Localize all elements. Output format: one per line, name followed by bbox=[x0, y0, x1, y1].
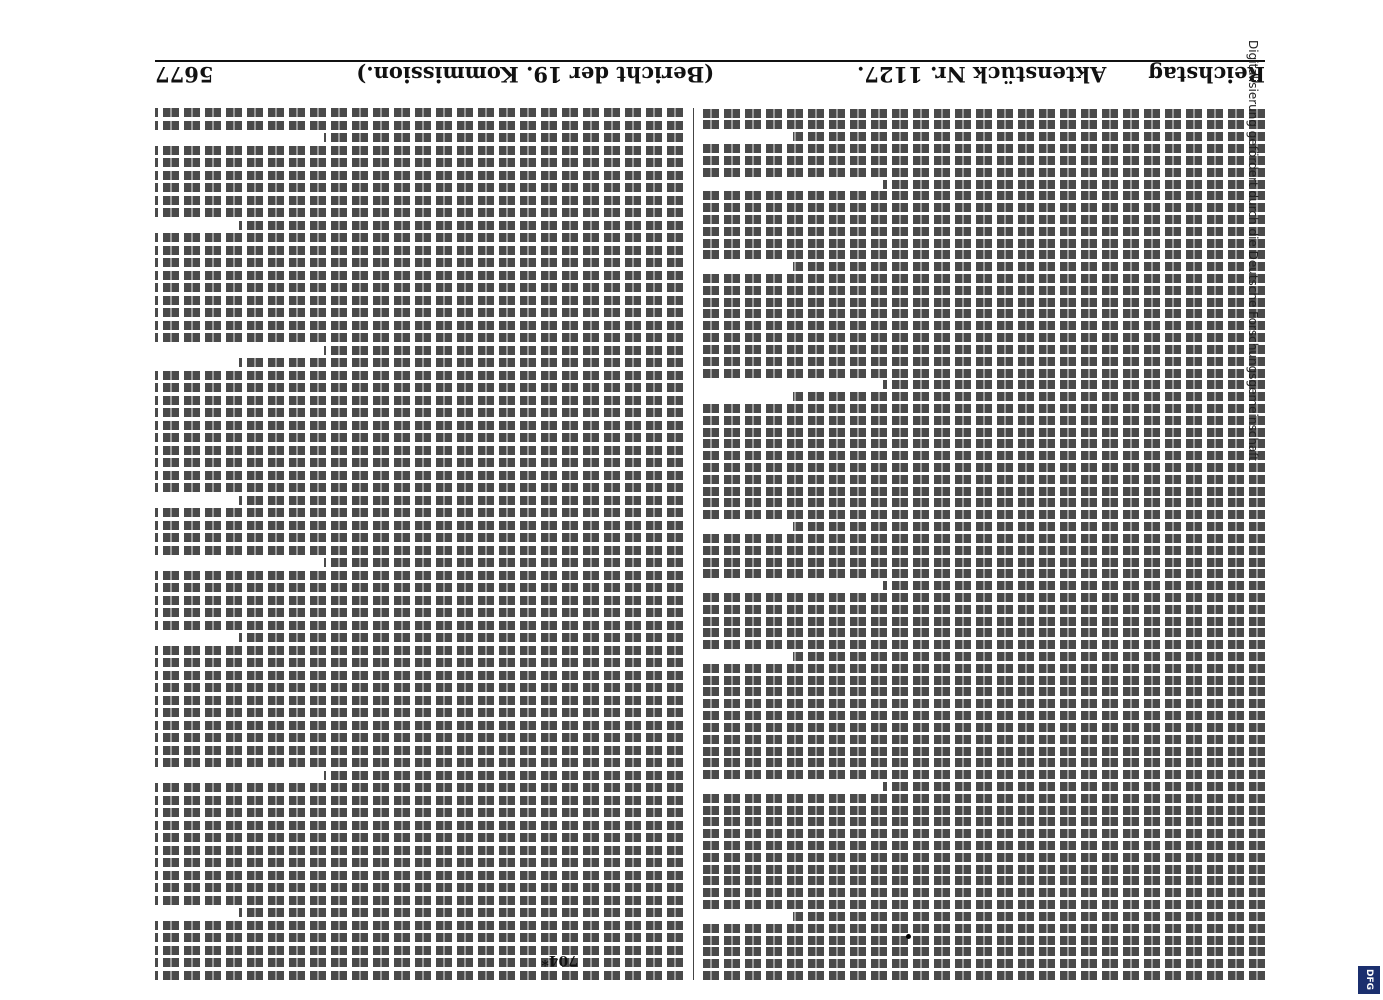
text-line bbox=[155, 271, 683, 280]
text-line bbox=[155, 671, 683, 680]
text-line bbox=[703, 699, 1265, 708]
text-line bbox=[155, 696, 683, 705]
text-line bbox=[703, 475, 1265, 484]
text-line bbox=[703, 558, 1265, 567]
text-line bbox=[703, 310, 1265, 319]
text-line bbox=[155, 784, 683, 793]
text-line bbox=[155, 596, 683, 605]
text-line bbox=[155, 396, 683, 405]
text-line bbox=[703, 121, 1265, 130]
text-line bbox=[155, 246, 683, 255]
text-line bbox=[155, 159, 683, 168]
text-line bbox=[155, 146, 683, 155]
text-line bbox=[155, 621, 683, 630]
text-line bbox=[703, 227, 1265, 236]
text-line bbox=[703, 617, 1265, 626]
text-line bbox=[155, 934, 683, 943]
text-line bbox=[155, 521, 683, 530]
text-line bbox=[155, 734, 683, 743]
text-line bbox=[703, 924, 1265, 933]
text-line bbox=[703, 109, 1265, 118]
text-line bbox=[703, 593, 1265, 602]
text-line bbox=[155, 846, 683, 855]
text-line bbox=[155, 421, 683, 430]
text-line bbox=[703, 723, 1265, 732]
text-line bbox=[155, 259, 683, 268]
text-line bbox=[703, 794, 1265, 803]
text-line bbox=[324, 346, 683, 355]
text-line bbox=[155, 209, 683, 218]
text-line bbox=[155, 471, 683, 480]
digitization-caption: Digitalisierung gefördert durch die Deutsche Forschungsgemeinschaft bbox=[1246, 40, 1260, 462]
text-line bbox=[155, 809, 683, 818]
text-line bbox=[155, 284, 683, 293]
text-line bbox=[883, 782, 1265, 791]
text-line bbox=[703, 605, 1265, 614]
text-line bbox=[703, 298, 1265, 307]
text-line bbox=[155, 534, 683, 543]
text-line bbox=[703, 959, 1265, 968]
header-page-number: 5677 bbox=[155, 62, 214, 88]
text-line bbox=[793, 912, 1265, 921]
text-line bbox=[239, 496, 683, 505]
text-line bbox=[155, 896, 683, 905]
text-line bbox=[703, 758, 1265, 767]
text-line bbox=[883, 581, 1265, 590]
text-line bbox=[703, 250, 1265, 259]
text-line bbox=[155, 709, 683, 718]
text-line bbox=[155, 546, 683, 555]
text-line bbox=[703, 841, 1265, 850]
text-line bbox=[703, 345, 1265, 354]
text-line bbox=[155, 971, 683, 980]
text-line bbox=[703, 510, 1265, 519]
text-line bbox=[155, 921, 683, 930]
text-line bbox=[155, 834, 683, 843]
text-line bbox=[703, 144, 1265, 153]
text-line bbox=[703, 900, 1265, 909]
text-line bbox=[703, 546, 1265, 555]
text-line bbox=[324, 134, 683, 143]
text-line bbox=[703, 439, 1265, 448]
text-line bbox=[703, 428, 1265, 437]
header-report-title: (Bericht der 19. Kommission.) bbox=[356, 62, 715, 88]
text-line bbox=[155, 884, 683, 893]
text-line bbox=[155, 296, 683, 305]
header-rule bbox=[155, 60, 1265, 62]
text-line bbox=[703, 688, 1265, 697]
text-line bbox=[155, 571, 683, 580]
text-line bbox=[239, 359, 683, 368]
text-line bbox=[703, 770, 1265, 779]
text-line bbox=[703, 416, 1265, 425]
text-line bbox=[703, 711, 1265, 720]
text-line bbox=[155, 721, 683, 730]
text-line bbox=[703, 321, 1265, 330]
text-line bbox=[155, 384, 683, 393]
text-line bbox=[793, 262, 1265, 271]
text-line bbox=[703, 274, 1265, 283]
text-line bbox=[703, 676, 1265, 685]
text-line bbox=[155, 184, 683, 193]
text-line bbox=[703, 203, 1265, 212]
text-line bbox=[155, 234, 683, 243]
text-line bbox=[703, 168, 1265, 177]
text-line bbox=[155, 434, 683, 443]
text-line bbox=[155, 959, 683, 968]
text-line bbox=[155, 746, 683, 755]
text-line bbox=[703, 191, 1265, 200]
text-line bbox=[703, 333, 1265, 342]
text-line bbox=[703, 628, 1265, 637]
ink-dot bbox=[906, 934, 911, 939]
text-line bbox=[155, 409, 683, 418]
text-line bbox=[703, 239, 1265, 248]
text-line bbox=[155, 446, 683, 455]
text-line bbox=[703, 888, 1265, 897]
text-line bbox=[155, 859, 683, 868]
text-line bbox=[703, 971, 1265, 980]
text-column-right bbox=[155, 108, 683, 980]
text-line bbox=[703, 569, 1265, 578]
text-line bbox=[703, 463, 1265, 472]
text-line bbox=[324, 559, 683, 568]
text-line bbox=[793, 522, 1265, 531]
header-document-label: Aktenstück Nr. 1127. bbox=[857, 62, 1107, 88]
text-line bbox=[703, 640, 1265, 649]
text-line bbox=[703, 877, 1265, 886]
text-line bbox=[703, 806, 1265, 815]
text-line bbox=[793, 652, 1265, 661]
text-line bbox=[155, 309, 683, 318]
text-line bbox=[703, 853, 1265, 862]
text-line bbox=[703, 487, 1265, 496]
text-line bbox=[703, 451, 1265, 460]
text-line bbox=[239, 909, 683, 918]
text-line bbox=[155, 196, 683, 205]
text-line bbox=[703, 534, 1265, 543]
header-left-title: Reichstag bbox=[1148, 62, 1265, 88]
text-line bbox=[703, 829, 1265, 838]
text-line bbox=[703, 947, 1265, 956]
text-line bbox=[155, 609, 683, 618]
column-divider bbox=[693, 108, 694, 980]
text-line bbox=[155, 109, 683, 118]
text-line bbox=[703, 404, 1265, 413]
text-line bbox=[703, 735, 1265, 744]
text-line bbox=[703, 499, 1265, 508]
text-line bbox=[155, 871, 683, 880]
text-line bbox=[703, 936, 1265, 945]
text-column-left bbox=[703, 108, 1265, 980]
text-line bbox=[155, 646, 683, 655]
text-line bbox=[155, 321, 683, 330]
text-line bbox=[155, 509, 683, 518]
text-line bbox=[155, 171, 683, 180]
text-line bbox=[703, 156, 1265, 165]
text-line bbox=[155, 946, 683, 955]
text-line bbox=[793, 392, 1265, 401]
text-line bbox=[703, 215, 1265, 224]
text-line bbox=[883, 180, 1265, 189]
text-line bbox=[155, 584, 683, 593]
text-line bbox=[703, 747, 1265, 756]
text-line bbox=[239, 634, 683, 643]
text-line bbox=[155, 484, 683, 493]
text-line bbox=[155, 796, 683, 805]
text-line bbox=[155, 121, 683, 130]
text-line bbox=[155, 371, 683, 380]
text-line bbox=[155, 821, 683, 830]
text-line bbox=[155, 684, 683, 693]
text-line bbox=[883, 380, 1265, 389]
text-line bbox=[155, 334, 683, 343]
text-line bbox=[324, 771, 683, 780]
text-line bbox=[703, 664, 1265, 673]
text-line bbox=[239, 221, 683, 230]
text-line bbox=[155, 459, 683, 468]
text-line bbox=[703, 286, 1265, 295]
text-line bbox=[703, 357, 1265, 366]
text-line bbox=[703, 817, 1265, 826]
text-line bbox=[155, 659, 683, 668]
text-line bbox=[703, 865, 1265, 874]
text-line bbox=[155, 759, 683, 768]
dfg-logo: DFG bbox=[1358, 966, 1380, 994]
footer-signature-mark: 704* bbox=[541, 952, 578, 968]
text-line bbox=[703, 369, 1265, 378]
text-line bbox=[793, 132, 1265, 141]
